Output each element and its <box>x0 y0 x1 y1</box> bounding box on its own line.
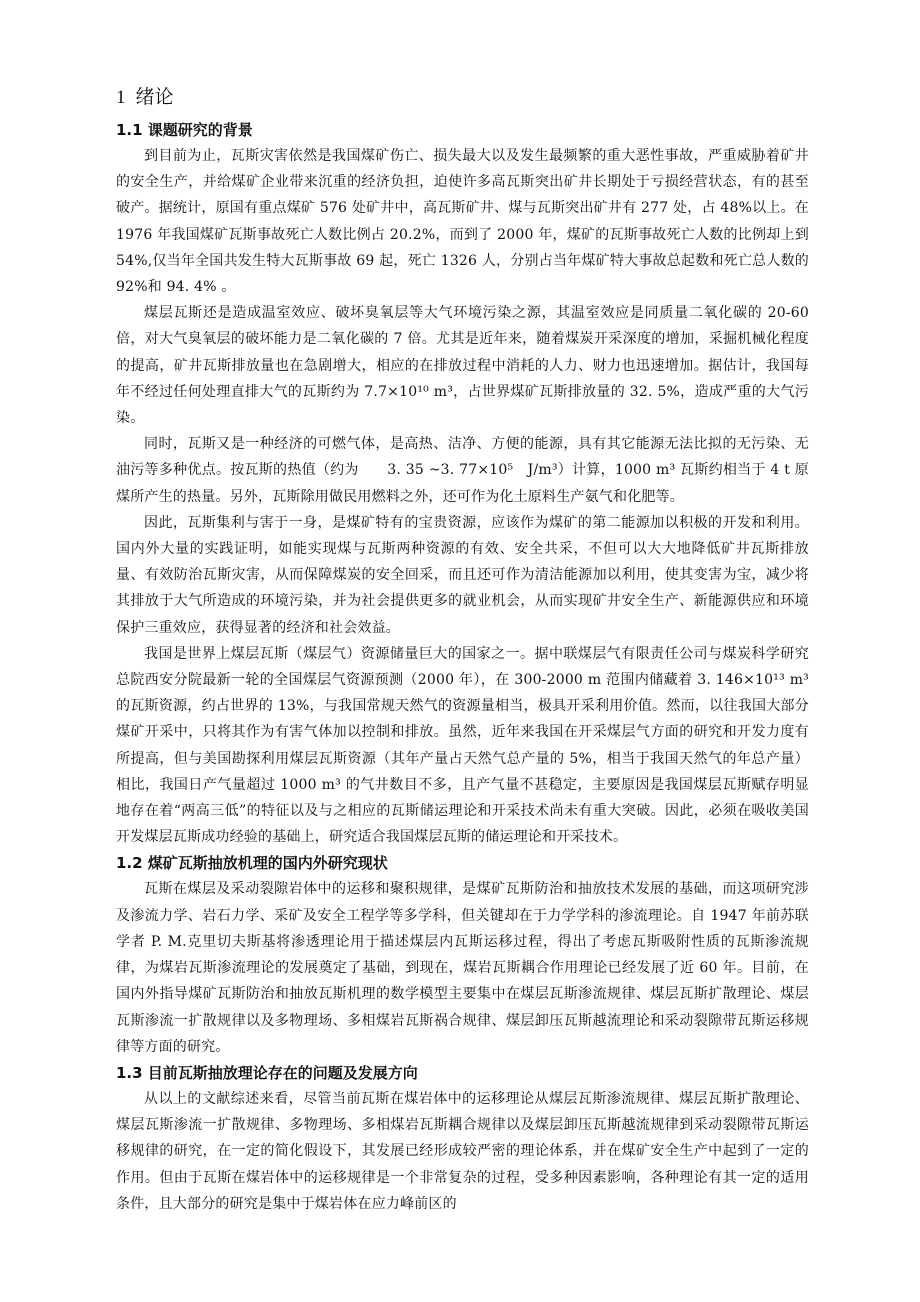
paragraph: 我国是世界上煤层瓦斯（煤层气）资源储量巨大的国家之一。据中联煤层气有限责任公司与煤炭科学研究总院西安分院最新一轮的全国煤层气资源预测（2000 年），在 300-2000 m 范围内储藏着 3. 146×10¹³ m³ 的瓦斯资源，约占世界的 13%，与我国常规天然气的资源量相当，极具开采利用价值。然而，以往我国大部分煤矿开采中，只将其作为有害气体加以控制和排放。虽然，近年来我国在开采煤层气方面的研究和开发力度有所提高，但与美国勘探利用煤层瓦斯资源（其年产量占天然气总产量的 5%，相当于我国天然气的年总产量）相比，我国日产气量超过 1000 m³ 的气井数目不多，且产气量不甚稳定，主要原因是我国煤层瓦斯赋存明显地存在着“两高三低”的特征以及与之相应的瓦斯储运理论和开采技术尚未有重大突破。因此，必须在吸收美国开发煤层瓦斯成功经验的基础上，研究适合我国煤层瓦斯的储运理论和开采技术。 <box>116 645 809 846</box>
chapter-heading <box>116 82 809 113</box>
section-heading-1-2: 1.2 煤矿瓦斯抽放机理的国内外研究现状 <box>116 854 388 873</box>
chapter-number: 1 <box>116 87 126 108</box>
document-body <box>116 82 809 1217</box>
paragraph: 到目前为止，瓦斯灾害依然是我国煤矿伤亡、损失最大以及发生最频繁的重大恶性事故，严重威胁着矿井的安全生产，并给煤矿企业带来沉重的经济负担，迫使许多高瓦斯突出矿井长期处于亏损经营状态，有的甚至破产。据统计，原国有重点煤矿 576 处矿井中，高瓦斯矿井、煤与瓦斯突出矿井有 277 处，占 48%以上。在 1976 年我国煤矿瓦斯事故死亡人数比例占 20.2%，而到了 2000 年，煤矿的瓦斯事故死亡人数的比例却上到 54%,仅当年全国共发生特大瓦斯事故 69 起，死亡 1326 人，分别占当年煤矿特大事故总起数和死亡总人数的 92%和 94. 4% 。 <box>116 148 809 296</box>
paragraph: 瓦斯在煤层及采动裂隙岩体中的运移和聚积规律，是煤矿瓦斯防治和抽放技术发展的基础，而这项研究涉及渗流力学、岩石力学、采矿及安全工程学等多学科，但关键却在于力学学科的渗流理论。自 1947 年前苏联学者 P. M.克里切夫斯基将渗透理论用于描述煤层内瓦斯运移过程，得出了考虑瓦斯吸附性质的瓦斯渗流规律，为煤岩瓦斯渗流理论的发展奠定了基础，到现在，煤岩瓦斯耦合作用理论已经发展了近 60 年。目前，在国内外指导煤矿瓦斯防治和抽放瓦斯机理的数学模型主要集中在煤层瓦斯渗流规律、煤层瓦斯扩散理论、煤层瓦斯渗流一扩散规律以及多物理场、多相煤岩瓦斯祸合规律、煤层卸压瓦斯越流理论和采动裂隙带瓦斯运移规律等方面的研究。 <box>116 881 809 1055</box>
paragraph: 煤层瓦斯还是造成温室效应、破坏臭氧层等大气环境污染之源，其温室效应是同质量二氧化碳的 20-60 倍，对大气臭氧层的破坏能力是二氧化碳的 7 倍。尤其是近年来，随着煤炭开采深度的增加，采掘机械化程度的提高，矿井瓦斯排放量也在急剧增大，相应的在排放过程中消耗的人力、财力也迅速增加。据估计，我国每年不经过任何处理直排大气的瓦斯约为 7.7×10¹⁰ m³，占世界煤矿瓦斯排放量的 32. 5%，造成严重的大气污染。 <box>116 305 809 427</box>
section-heading-1-1: 1.1 课题研究的背景 <box>116 121 253 139</box>
paragraph: 因此，瓦斯集利与害于一身，是煤矿特有的宝贵资源，应该作为煤矿的第二能源加以积极的开发和利用。国内外大量的实践证明，如能实现煤与瓦斯两种资源的有效、安全共采，不但可以大大地降低矿井瓦斯排放量、有效防治瓦斯灾害，从而保障煤炭的安全回采，而且还可作为清洁能源加以利用，使其变害为宝，减少将其排放于大气所造成的环境污染，并为社会提供更多的就业机会，从而实现矿井安全生产、新能源供应和环境保护三重效应，获得显著的经济和社会效益。 <box>116 514 809 636</box>
paragraph: 从以上的文献综述来看，尽管当前瓦斯在煤岩体中的运移理论从煤层瓦斯渗流规律、煤层瓦斯扩散理论、煤层瓦斯渗流一扩散规律、多物理场、多相煤岩瓦斯耦合规律以及煤层卸压瓦斯越流规律到采动裂隙带瓦斯运移规律的研究，在一定的简化假设下，其发展已经形成较严密的理论体系，并在煤矿安全生产中起到了一定的作用。但由于瓦斯在煤岩体中的运移规律是一个非常复杂的过程，受多种因素影响，各种理论有其一定的适用条件，且大部分的研究是集中于煤岩体在应力峰前区的 <box>116 1090 809 1212</box>
paragraph: 同时，瓦斯又是一种经济的可燃气体，是高热、洁净、方便的能源，具有其它能源无法比拟的无污染、无油污等多种优点。按瓦斯的热值（约为 3. 35 ~3. 77×10⁵ J/m³）计算，1000 m³ 瓦斯约相当于 4 t 原煤所产生的热量。另外，瓦斯除用做民用燃料之外，还可作为化土原料生产氨气和化肥等。 <box>116 436 809 505</box>
section-heading-1-3: 1.3 目前瓦斯抽放理论存在的问题及发展方向 <box>116 1063 418 1082</box>
chapter-title: 绪论 <box>135 86 174 108</box>
